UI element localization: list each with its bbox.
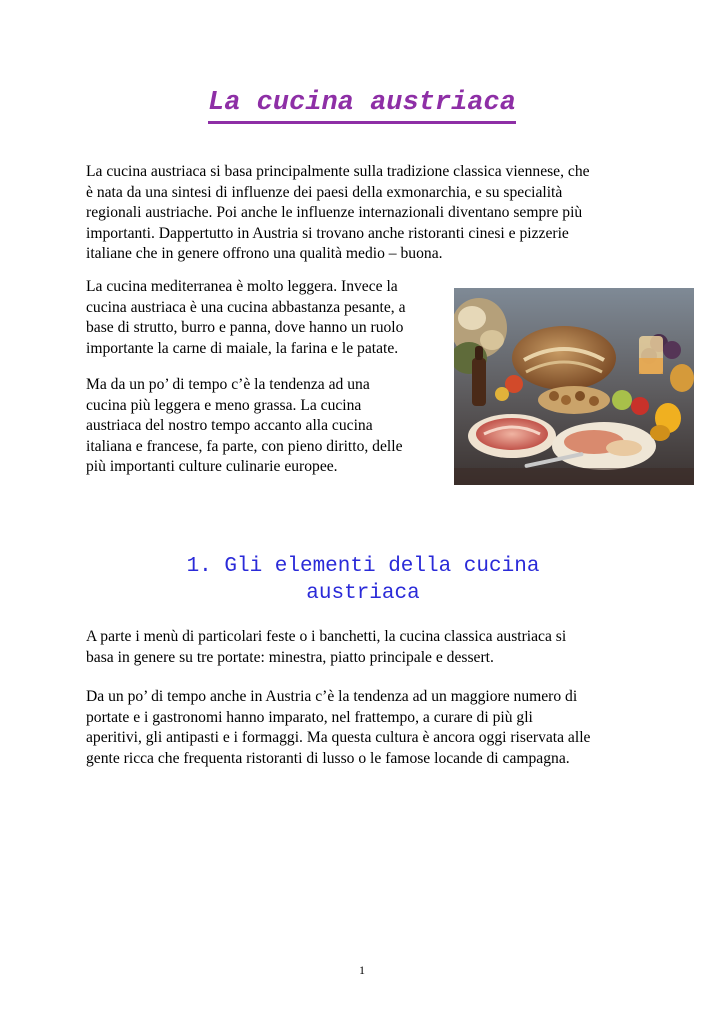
page-title [0,86,724,124]
food-still-life-image [454,288,694,485]
paragraph-courses: A parte i menù di particolari feste o i banchetti, la cucina classica austriaca si basa in genere su tre portate: minestra, piatto principale e dessert. [86,628,567,666]
section-heading: 1. Gli elementi della cucina austriaca [186,555,540,605]
page-number: 1 [359,963,365,977]
paragraph-mediterranean: La cucina mediterranea è molto leggera. Invece la cucina austriaca è una cucina abbastanza pesante, a base di strutto, burro e panna, dove hanno un ruolo importante la carne di maiale, la farina e le patate. [86,278,406,357]
page-title-text: La cucina austriaca [208,86,516,124]
paragraph-intro: La cucina austriaca si basa principalmente sulla tradizione classica viennese, che è nata da una sintesi di influenze dei paesi della exmonarchia, e su specialità regionali austriache. Poi anche le influenze internazionali diventano sempre più importanti. Dappertutto in Austria si trovano anche ristoranti cinesi e pizzerie italiane che in genere offrono una qualità medio – buona. [86,163,590,263]
paragraph-modern: Da un po’ di tempo anche in Austria c’è la tendenza ad un maggiore numero di portate e i gastronomi hanno imparato, nel frattempo, a curare di più gli aperitivi, gli antipasti e i formaggi. Ma questa cultura è ancora oggi riservata alle gente ricca che frequenta ristoranti di lusso o le famose locande di campagna. [86,688,591,767]
paragraph-trend: Ma da un po’ di tempo c’è la tendenza ad una cucina più leggera e meno grassa. La cucina austriaca del nostro tempo accanto alla cucina italiana e francese, fa parte, con pieno diritto, delle più importanti culture culinarie europee. [86,376,403,476]
